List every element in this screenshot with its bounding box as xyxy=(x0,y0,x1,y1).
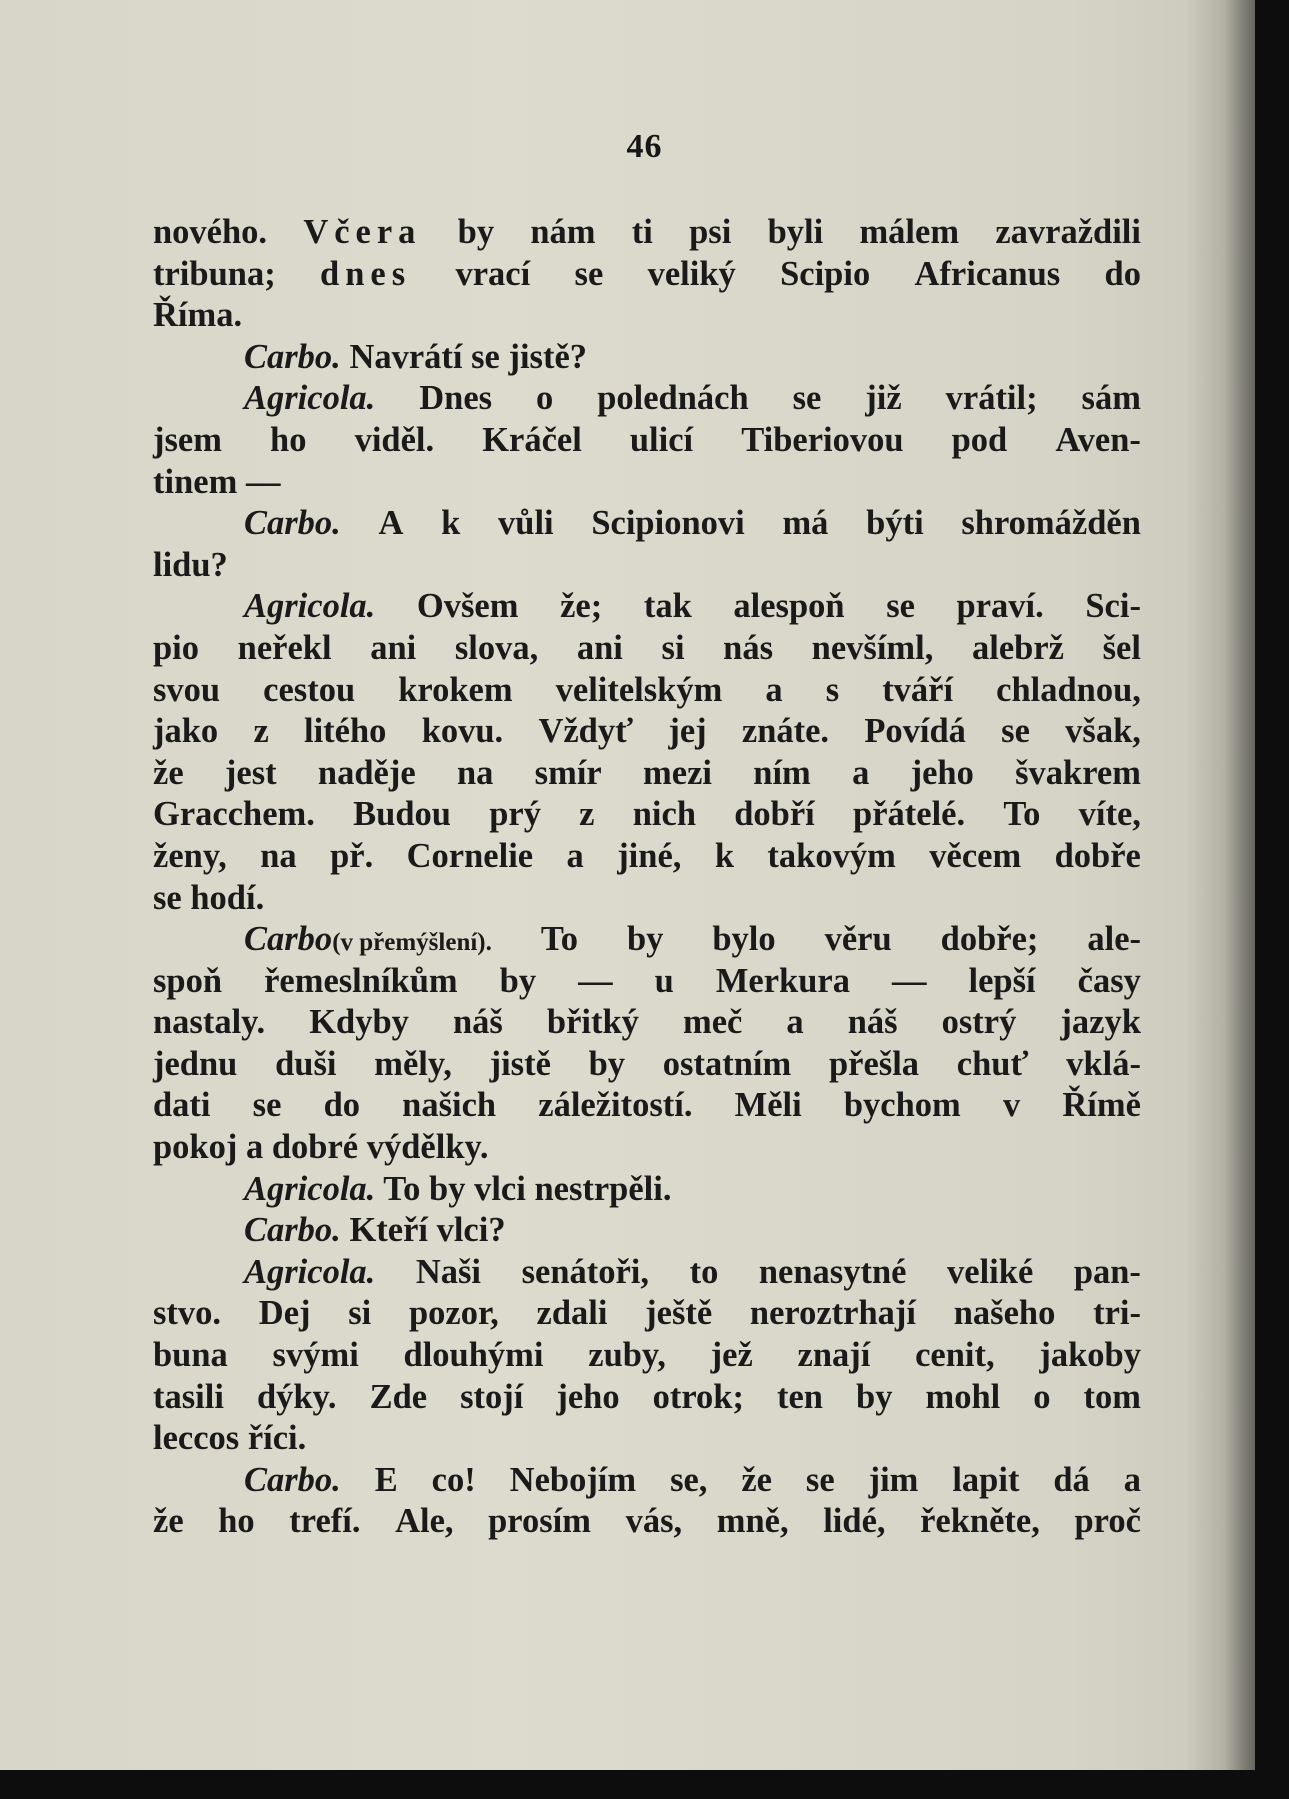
word: a xyxy=(852,753,870,792)
word: Scipio xyxy=(780,254,871,293)
speech-text: To by vlci nestrpěli. xyxy=(375,1169,672,1208)
dialogue-line xyxy=(153,1460,1141,1502)
word: shromážděn xyxy=(961,504,1141,543)
speaker-name: Carbo xyxy=(244,920,333,959)
word: má xyxy=(782,504,829,543)
word: býti xyxy=(866,504,924,543)
word: Kráčel xyxy=(482,420,582,459)
word: věcem xyxy=(929,836,1022,875)
word: cestou xyxy=(263,670,356,709)
text-line xyxy=(153,961,1141,1003)
speaker-name: Agricola. xyxy=(244,587,376,626)
word: dlouhými xyxy=(403,1336,544,1375)
word: svou xyxy=(153,670,221,709)
word: prý xyxy=(489,795,541,834)
word: a xyxy=(765,670,783,709)
word: mně, xyxy=(716,1502,789,1541)
dialogue-line xyxy=(153,919,1141,961)
text-line: pokoj a dobré výdělky. xyxy=(153,1128,489,1167)
word: ale- xyxy=(1087,920,1141,959)
word: takovým xyxy=(767,836,896,875)
speaker-group xyxy=(244,503,341,545)
word: dati xyxy=(153,1086,211,1125)
speaker-group xyxy=(244,378,375,420)
word: E xyxy=(374,1460,398,1499)
text-line: tinem — xyxy=(153,462,281,501)
word: A xyxy=(378,504,404,543)
speaker-name: Agricola. xyxy=(244,1169,376,1208)
word: praví. xyxy=(956,587,1044,626)
word: přešla xyxy=(828,1044,920,1083)
text-line xyxy=(153,628,1141,670)
word: bylo xyxy=(712,920,776,959)
text-line: se hodí. xyxy=(153,878,265,917)
stage-direction: (v přemýšlení). xyxy=(332,929,492,957)
word: naděje xyxy=(317,753,416,792)
word: duši xyxy=(275,1044,337,1083)
word: vklá- xyxy=(1066,1044,1141,1083)
speaker-name: Agricola. xyxy=(244,379,376,418)
word: lidé, xyxy=(823,1502,886,1541)
text-line: Říma. xyxy=(153,296,243,335)
word: Měli xyxy=(734,1086,802,1125)
word: k xyxy=(714,836,734,875)
word: by xyxy=(588,1044,626,1083)
word: do xyxy=(1104,254,1141,293)
word: Dnes xyxy=(419,379,493,418)
word: velitelským xyxy=(555,670,723,709)
word: lepší xyxy=(968,961,1036,1000)
speaker-name: Carbo. xyxy=(244,1211,341,1250)
word: Kdyby xyxy=(309,1003,409,1042)
word: a xyxy=(566,836,584,875)
page-gutter-shadow xyxy=(1185,0,1255,1770)
word: dýky. xyxy=(256,1377,337,1416)
word: s xyxy=(825,670,840,709)
word: — xyxy=(892,961,927,1000)
word: ho xyxy=(218,1502,255,1541)
word: ostatním xyxy=(662,1044,792,1083)
word: to xyxy=(689,1252,719,1291)
word: by xyxy=(499,961,537,1000)
word: se xyxy=(1001,712,1030,751)
word: řekněte, xyxy=(920,1502,1040,1541)
word: a xyxy=(786,1003,804,1042)
word: přátelé. xyxy=(853,795,966,834)
word: ho xyxy=(270,420,307,459)
word: stvo. xyxy=(153,1294,222,1333)
word: nového. xyxy=(153,213,268,251)
word: Ale, xyxy=(395,1502,454,1541)
speaker-group xyxy=(244,586,375,628)
word: litého xyxy=(304,712,387,751)
word: do xyxy=(323,1086,361,1125)
word: mohl xyxy=(925,1377,1001,1416)
word: že; xyxy=(560,587,603,626)
word: př. xyxy=(330,836,374,875)
word: časy xyxy=(1077,961,1141,1000)
text-line xyxy=(153,1293,1141,1335)
word: již xyxy=(865,379,902,418)
word: z xyxy=(253,712,269,751)
word: proč xyxy=(1074,1502,1141,1541)
word: Africanus xyxy=(914,254,1061,293)
word: slova, xyxy=(454,628,539,667)
word: znají xyxy=(797,1336,871,1375)
word: o xyxy=(1033,1377,1051,1416)
word: dobře xyxy=(1054,836,1141,875)
word: by xyxy=(457,213,495,251)
word: ještě xyxy=(645,1294,713,1333)
text-line xyxy=(153,1377,1141,1419)
word: polednách xyxy=(597,379,749,418)
word: ostrý xyxy=(941,1003,1017,1042)
word: znáte. xyxy=(741,712,830,751)
word: nevšíml, xyxy=(811,628,934,667)
dialogue-line xyxy=(153,586,1141,628)
text-line xyxy=(153,670,1141,712)
word: věru xyxy=(824,920,892,959)
word: náš xyxy=(847,1003,898,1042)
word: zuby, xyxy=(588,1336,666,1375)
word: Římě xyxy=(1062,1086,1141,1125)
speaker-name: Carbo. xyxy=(244,504,341,543)
word: ten xyxy=(777,1377,823,1416)
word: Vždyť xyxy=(538,712,634,751)
speaker-group xyxy=(244,919,492,961)
word: jako xyxy=(153,712,219,751)
speaker-name: Carbo. xyxy=(244,1460,341,1499)
dialogue-line xyxy=(153,337,1141,379)
word: pozor, xyxy=(408,1294,499,1333)
text-line xyxy=(153,1501,1141,1543)
word: vrátil; xyxy=(945,379,1038,418)
word: že xyxy=(741,1460,772,1499)
word: v xyxy=(1002,1086,1021,1125)
word: jakoby xyxy=(1039,1336,1141,1375)
word: Ovšem xyxy=(416,587,519,626)
word: tri- xyxy=(1093,1294,1141,1333)
word: si xyxy=(661,628,685,667)
text-line xyxy=(153,212,1141,254)
word: zdali xyxy=(536,1294,608,1333)
dialogue-line xyxy=(153,503,1141,545)
word: jej xyxy=(668,712,707,751)
word: veliký xyxy=(647,254,736,293)
text-line xyxy=(153,711,1141,753)
word: se xyxy=(805,1460,835,1499)
word: — xyxy=(578,961,613,1000)
word: dobře; xyxy=(940,920,1039,959)
word: stojí xyxy=(460,1377,524,1416)
word: alebrž xyxy=(972,628,1064,667)
text-line xyxy=(153,254,1141,296)
word: k xyxy=(441,504,461,543)
word: tak xyxy=(643,587,692,626)
word: trefí. xyxy=(289,1502,361,1541)
word: jeho xyxy=(910,753,974,792)
word: buna xyxy=(153,1336,228,1375)
word: našich xyxy=(402,1086,497,1125)
word: To xyxy=(540,920,578,959)
word: záležitostí. xyxy=(538,1086,693,1125)
dialogue-line xyxy=(153,1169,1141,1211)
word: by xyxy=(626,920,664,959)
word: veliké xyxy=(947,1252,1034,1291)
word: břitký xyxy=(546,1003,639,1042)
word: Gracchem. xyxy=(153,795,315,834)
text-line xyxy=(153,836,1141,878)
word: málem xyxy=(859,213,960,251)
word: Aven- xyxy=(1055,420,1141,459)
word: jednu xyxy=(153,1044,238,1083)
word: ženy, xyxy=(153,836,227,875)
text-line xyxy=(153,794,1141,836)
word: kovu. xyxy=(421,712,504,751)
word: se xyxy=(252,1086,282,1125)
dialogue-line xyxy=(153,378,1141,420)
word: jazyk xyxy=(1060,1003,1141,1042)
word: svými xyxy=(272,1336,359,1375)
word: neroztrhají xyxy=(749,1294,916,1333)
speaker-group xyxy=(244,1460,341,1502)
word: nenasytné xyxy=(758,1252,907,1291)
word: tribuna; xyxy=(153,254,276,293)
word: nás xyxy=(723,628,774,667)
word: na xyxy=(260,836,297,875)
word: Nebojím xyxy=(509,1460,637,1499)
word: chuť xyxy=(956,1044,1029,1083)
speech-text: Kteří vlci? xyxy=(340,1211,506,1250)
word: z xyxy=(579,795,595,834)
text-line: leccos říci. xyxy=(153,1419,307,1458)
text-line xyxy=(153,1044,1141,1086)
dialogue-line xyxy=(153,1210,1141,1252)
word: zavraždili xyxy=(995,213,1141,251)
word: bychom xyxy=(843,1086,961,1125)
word: jistě xyxy=(489,1044,551,1083)
word: otrok; xyxy=(652,1377,744,1416)
word: smír xyxy=(534,753,602,792)
word: Naši xyxy=(415,1252,482,1291)
word: tom xyxy=(1083,1377,1141,1416)
word: se xyxy=(886,587,915,626)
word: Povídá xyxy=(864,712,966,751)
word: ulicí xyxy=(629,420,694,459)
word: psi xyxy=(689,213,732,251)
word: jež xyxy=(710,1336,753,1375)
word: prosím xyxy=(488,1502,591,1541)
word: se, xyxy=(670,1460,708,1499)
word: sám xyxy=(1081,379,1141,418)
word: senátoři, xyxy=(521,1252,650,1291)
word: ani xyxy=(576,628,623,667)
word: krokem xyxy=(398,670,513,709)
word: víte, xyxy=(1078,795,1141,834)
text-line xyxy=(153,753,1141,795)
word: na xyxy=(456,753,494,792)
word: řemeslníkům xyxy=(264,961,458,1000)
page-number: 46 xyxy=(626,128,663,165)
body-text xyxy=(153,212,1141,1543)
word: Zde xyxy=(369,1377,428,1416)
word: by xyxy=(856,1377,893,1416)
word: pod xyxy=(951,420,1008,459)
text-line xyxy=(153,1335,1141,1377)
word: jsem xyxy=(153,420,222,459)
word: viděl. xyxy=(354,420,435,459)
word: alespoň xyxy=(733,587,845,626)
word: Sci- xyxy=(1085,587,1141,626)
word: vás, xyxy=(625,1502,683,1541)
word: a xyxy=(1123,1460,1141,1499)
word: jeho xyxy=(556,1377,620,1416)
word: Dej xyxy=(258,1294,311,1333)
word: pio xyxy=(153,628,200,667)
word: tváří xyxy=(882,670,954,709)
speaker-name: Carbo. xyxy=(244,337,341,376)
text-line xyxy=(153,1085,1141,1127)
word: byli xyxy=(767,213,824,251)
word: nastaly. xyxy=(153,1003,266,1042)
word: chladnou, xyxy=(996,670,1141,709)
word: Scipionovi xyxy=(591,504,745,543)
word: cenit, xyxy=(915,1336,995,1375)
speech-text: Navrátí se jistě? xyxy=(340,337,588,376)
word: vrací xyxy=(455,254,531,293)
word: nám xyxy=(530,213,596,251)
word: o xyxy=(536,379,554,418)
word: mezi xyxy=(643,753,712,792)
word: se xyxy=(792,379,822,418)
speaker-name: Agricola. xyxy=(244,1252,376,1291)
word: lapit xyxy=(952,1460,1020,1499)
word: u xyxy=(654,961,674,1000)
word: Merkura xyxy=(715,961,850,1000)
word: že xyxy=(153,1502,184,1541)
word: co! xyxy=(431,1460,476,1499)
word: jiné, xyxy=(617,836,682,875)
word: neřekl xyxy=(237,628,332,667)
word: ti xyxy=(631,213,653,251)
word: Včera xyxy=(303,213,422,251)
word: dá xyxy=(1053,1460,1090,1499)
word: jim xyxy=(868,1460,919,1499)
word: To xyxy=(1003,795,1041,834)
word: Budou xyxy=(353,795,451,834)
word: spoň xyxy=(153,961,223,1000)
word: tasili xyxy=(153,1377,224,1416)
word: Tiberiovou xyxy=(741,420,904,459)
word: našeho xyxy=(953,1294,1056,1333)
word: švakrem xyxy=(1015,753,1141,792)
word: šel xyxy=(1102,628,1141,667)
word: náš xyxy=(452,1003,503,1042)
word: ním xyxy=(753,753,811,792)
word: si xyxy=(348,1294,372,1333)
word: se xyxy=(574,254,604,293)
word: dobří xyxy=(734,795,815,834)
word: nich xyxy=(632,795,697,834)
text-line: lidu? xyxy=(153,545,228,584)
word: ani xyxy=(370,628,417,667)
dialogue-line xyxy=(153,1252,1141,1294)
word: vůli xyxy=(498,504,554,543)
speaker-group xyxy=(244,1252,375,1294)
text-line xyxy=(153,420,1141,462)
word: Cornelie xyxy=(406,836,534,875)
word: jest xyxy=(224,753,277,792)
text-line xyxy=(153,1002,1141,1044)
word: však, xyxy=(1065,712,1141,751)
word: že xyxy=(153,753,184,792)
word: pan- xyxy=(1073,1252,1141,1291)
word: dnes xyxy=(320,254,412,293)
word: měly, xyxy=(374,1044,452,1083)
word: meč xyxy=(682,1003,743,1042)
